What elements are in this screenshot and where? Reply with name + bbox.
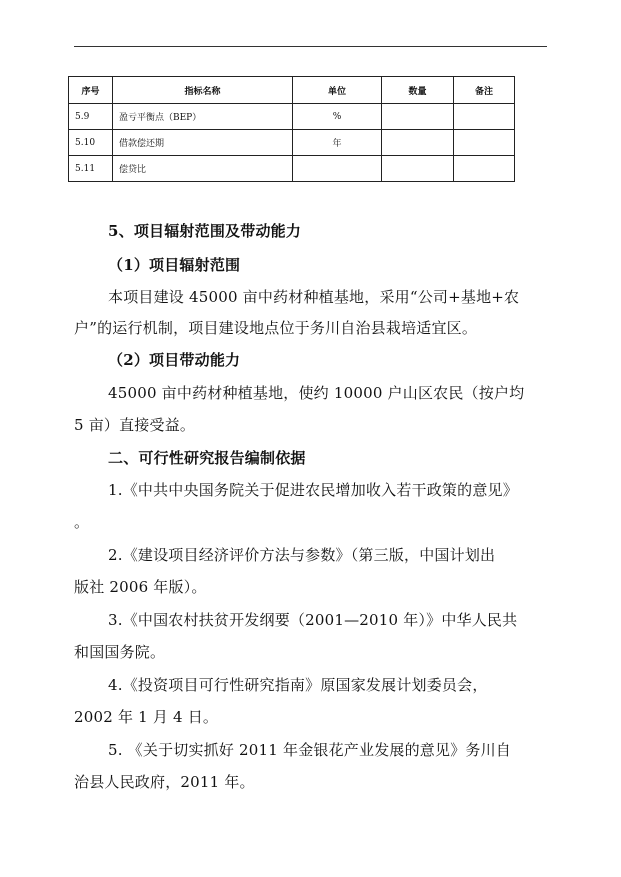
section-heading-radiation: 5、项目辐射范围及带动能力 <box>108 222 302 240</box>
basis-item-2: 2.《建设项目经济评价方法与参数》（第三版，中国计划出 <box>108 546 496 564</box>
subheading-radiation-scope: （1）项目辐射范围 <box>108 256 241 274</box>
header-name: 指标名称 <box>113 77 293 104</box>
cell-name: 盈亏平衡点（BEP） <box>113 104 293 130</box>
cell-unit: % <box>293 104 382 130</box>
header-rule <box>74 46 547 47</box>
cell-qty <box>382 156 454 182</box>
section-heading-basis: 二、可行性研究报告编制依据 <box>108 449 306 467</box>
indicator-table <box>68 76 515 182</box>
paragraph-line: 户”的运行机制，项目建设地点位于务川自治县栽培适宜区。 <box>74 319 478 337</box>
cell-no: 5.10 <box>69 130 113 156</box>
basis-item-5: 5. 《关于切实抓好 2011 年金银花产业发展的意见》务川自 <box>108 741 511 759</box>
cell-name: 借款偿还期 <box>113 130 293 156</box>
cell-qty <box>382 104 454 130</box>
cell-note <box>454 104 515 130</box>
table-row <box>69 130 515 156</box>
cell-qty <box>382 130 454 156</box>
basis-item-5-cont: 治县人民政府，2011 年。 <box>74 773 255 791</box>
table-row <box>69 156 515 182</box>
paragraph-line: 本项目建设 45000 亩中药材种植基地，采用“公司+基地+农 <box>108 288 520 306</box>
cell-name: 偿贷比 <box>113 156 293 182</box>
table-row <box>69 104 515 130</box>
basis-item-3-cont: 和国国务院。 <box>74 643 166 661</box>
header-no: 序号 <box>69 77 113 104</box>
paragraph-line: 45000 亩中药材种植基地，使约 10000 户山区农民（按户均 <box>108 384 525 402</box>
cell-note <box>454 156 515 182</box>
basis-item-4-cont: 2002 年 1 月 4 日。 <box>74 708 219 726</box>
cell-no: 5.11 <box>69 156 113 182</box>
cell-unit <box>293 156 382 182</box>
table-header-row <box>69 77 515 104</box>
basis-item-3: 3.《中国农村扶贫开发纲要（2001—2010 年）》中华人民共 <box>108 611 518 629</box>
cell-unit: 年 <box>293 130 382 156</box>
paragraph-line: 5 亩）直接受益。 <box>74 416 196 434</box>
subheading-driving-capacity: （2）项目带动能力 <box>108 351 241 369</box>
basis-item-1: 1.《中共中央国务院关于促进农民增加收入若干政策的意见》 <box>108 481 518 499</box>
basis-item-1-cont: 。 <box>74 513 90 531</box>
cell-note <box>454 130 515 156</box>
basis-item-4: 4.《投资项目可行性研究指南》原国家发展计划委员会， <box>108 676 488 694</box>
header-note: 备注 <box>454 77 515 104</box>
header-qty: 数量 <box>382 77 454 104</box>
header-unit: 单位 <box>293 77 382 104</box>
cell-no: 5.9 <box>69 104 113 130</box>
basis-item-2-cont: 版社 2006 年版）。 <box>74 578 207 596</box>
